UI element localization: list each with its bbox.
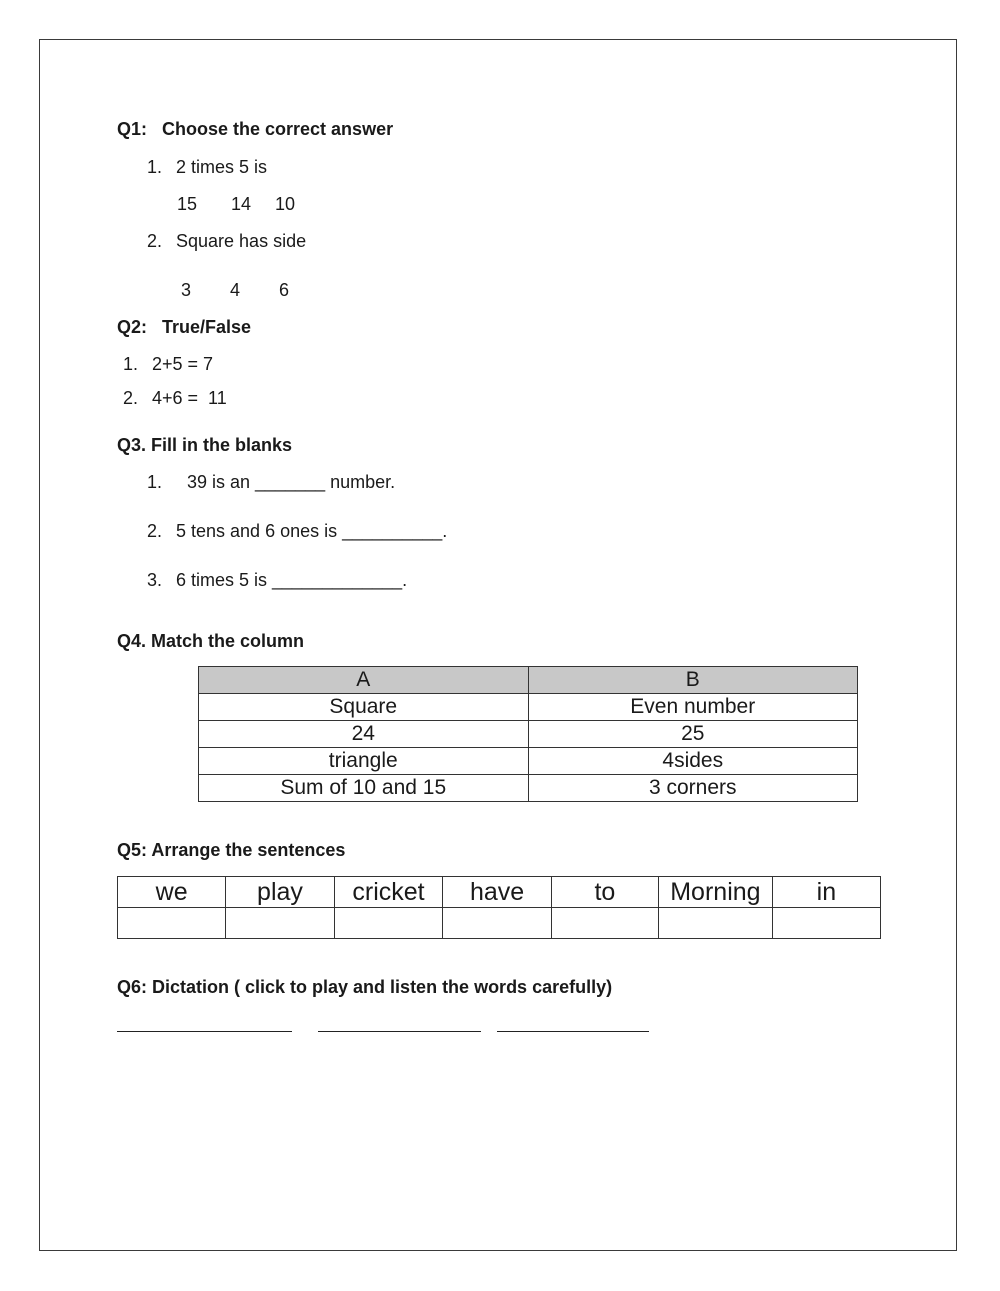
dictation-answer-line[interactable] xyxy=(497,1031,649,1032)
column-a-header: A xyxy=(199,667,529,694)
word-cell[interactable]: play xyxy=(226,877,334,908)
column-b-cell[interactable]: 3 corners xyxy=(528,775,858,802)
q1-item1-option[interactable]: 10 xyxy=(275,194,296,214)
q2-item-number: 1. xyxy=(123,354,139,374)
column-b-cell[interactable]: 25 xyxy=(528,721,858,748)
answer-cell[interactable] xyxy=(226,908,334,939)
answer-cell[interactable] xyxy=(772,908,880,939)
q1-item2-option[interactable]: 6 xyxy=(279,280,290,300)
q1-item1-option[interactable]: 14 xyxy=(231,194,252,214)
column-a-cell[interactable]: triangle xyxy=(199,748,529,775)
q3-item-number: 3. xyxy=(147,570,163,590)
match-table-header xyxy=(199,667,858,694)
answer-cell[interactable] xyxy=(334,908,443,939)
q1-item2-number: 2. xyxy=(147,231,163,251)
word-cell[interactable]: have xyxy=(443,877,551,908)
word-cell[interactable]: to xyxy=(551,877,658,908)
column-b-header: B xyxy=(528,667,858,694)
column-a-cell[interactable]: 24 xyxy=(199,721,529,748)
q1-item1-text: 2 times 5 is xyxy=(176,157,268,177)
word-cell[interactable]: Morning xyxy=(659,877,773,908)
word-cell[interactable]: cricket xyxy=(334,877,443,908)
column-b-cell[interactable]: Even number xyxy=(528,694,858,721)
answer-cell[interactable] xyxy=(659,908,773,939)
word-row xyxy=(118,877,881,908)
q3-item-number: 2. xyxy=(147,521,163,541)
word-cell[interactable]: in xyxy=(772,877,880,908)
q2-item-text[interactable]: 2+5 = 7 xyxy=(152,354,214,374)
word-cell[interactable]: we xyxy=(118,877,226,908)
q3-item-text[interactable]: 39 is an _______ number. xyxy=(187,472,396,492)
q4-heading: Q4. Match the column xyxy=(117,631,305,651)
q2-heading: Q2: True/False xyxy=(117,317,252,337)
q5-heading: Q5: Arrange the sentences xyxy=(117,840,346,860)
table-row xyxy=(199,775,858,802)
answer-cell[interactable] xyxy=(118,908,226,939)
answer-row xyxy=(118,908,881,939)
q1-item1-number: 1. xyxy=(147,157,163,177)
arrange-table xyxy=(117,876,881,939)
q3-item-text[interactable]: 5 tens and 6 ones is __________. xyxy=(176,521,448,541)
q1-item1-option[interactable]: 15 xyxy=(177,194,198,214)
column-b-cell[interactable]: 4sides xyxy=(528,748,858,775)
table-row xyxy=(199,721,858,748)
q1-item2-option[interactable]: 4 xyxy=(230,280,241,300)
q1-item2-option[interactable]: 3 xyxy=(181,280,192,300)
q3-item-text[interactable]: 6 times 5 is _____________. xyxy=(176,570,408,590)
answer-cell[interactable] xyxy=(443,908,551,939)
q6-heading: Q6: Dictation ( click to play and listen the words carefully) xyxy=(117,977,613,997)
answer-cell[interactable] xyxy=(551,908,658,939)
q3-heading: Q3. Fill in the blanks xyxy=(117,435,293,455)
dictation-answer-line[interactable] xyxy=(117,1031,292,1032)
table-row xyxy=(199,748,858,775)
q3-item-number: 1. xyxy=(147,472,163,492)
column-a-cell[interactable]: Sum of 10 and 15 xyxy=(199,775,529,802)
q1-item2-text: Square has side xyxy=(176,231,307,251)
q2-item-number: 2. xyxy=(123,388,139,408)
dictation-answer-line[interactable] xyxy=(318,1031,481,1032)
column-a-cell[interactable]: Square xyxy=(199,694,529,721)
q1-heading: Q1: Choose the correct answer xyxy=(117,119,394,139)
q2-item-text[interactable]: 4+6 = 11 xyxy=(152,388,227,408)
table-row xyxy=(199,694,858,721)
match-table xyxy=(198,666,858,802)
